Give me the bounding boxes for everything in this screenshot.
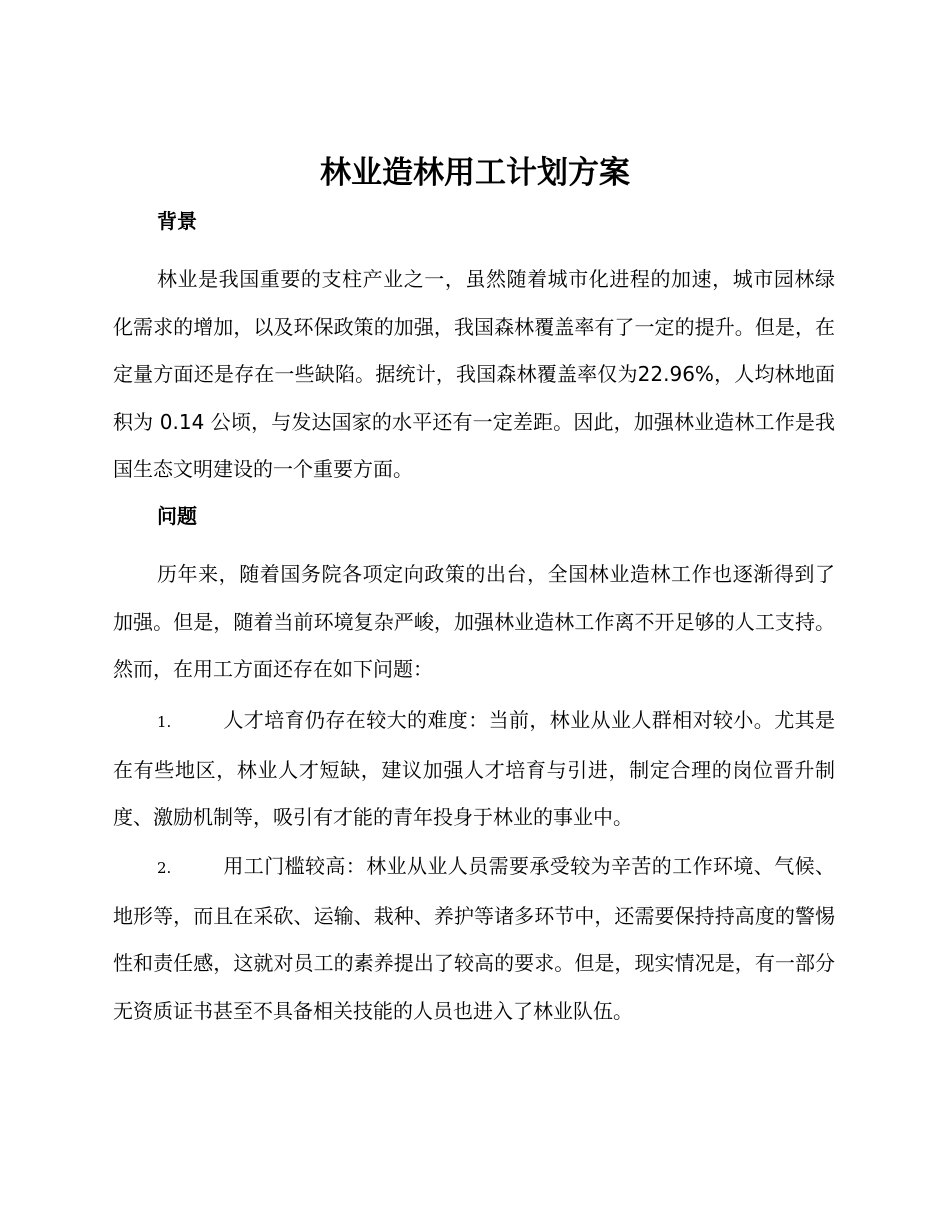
background-paragraph: 林业是我国重要的支柱产业之一，虽然随着城市化进程的加速，城市园林绿化需求的增加，以及环保政策的加强，我国森林覆盖率有了一定的提升。但是，在定量方面还是存在一些缺陷。据统计，我国森林覆盖率仅为22.96%，人均林地面积为 0.14 公顷，与发达国家的水平还有一定差距。因此，加强林业造林工作是我国生态文明建设的一个重要方面。 (113, 267, 835, 481)
section-heading-problems: 问题 (157, 504, 197, 528)
list-item-number: 1. (157, 713, 172, 731)
list-item-number: 2. (157, 859, 172, 877)
list-item-text: 用工门槛较高：林业从业人员需要承受较为辛苦的工作环境、气候、地形等，而且在采砍、运输、栽种、养护等诸多环节中，还需要保持持高度的警惕性和责任感，这就对员工的素养提出了较高的要求。但是，现实情况是，有一部分无资质证书甚至不具备相关技能的人员也进入了林业队伍。 (113, 854, 835, 1023)
problems-paragraph: 历年来，随着国务院各项定向政策的出台，全国林业造林工作也逐渐得到了加强。但是，随着当前环境复杂严峻，加强林业造林工作离不开足够的人工支持。然而，在用工方面还存在如下问题： (113, 562, 835, 681)
list-item (113, 697, 835, 842)
document-title: 林业造林用工计划方案 (320, 155, 630, 191)
list-item (113, 843, 835, 1035)
list-item-text: 人才培育仍存在较大的难度：当前，林业从业人群相对较小。尤其是在有些地区，林业人才短缺，建议加强人才培育与引进，制定合理的岗位晋升制度、激励机制等，吸引有才能的青年投身于林业的事业中。 (113, 708, 835, 829)
section-heading-background: 背景 (157, 209, 197, 233)
